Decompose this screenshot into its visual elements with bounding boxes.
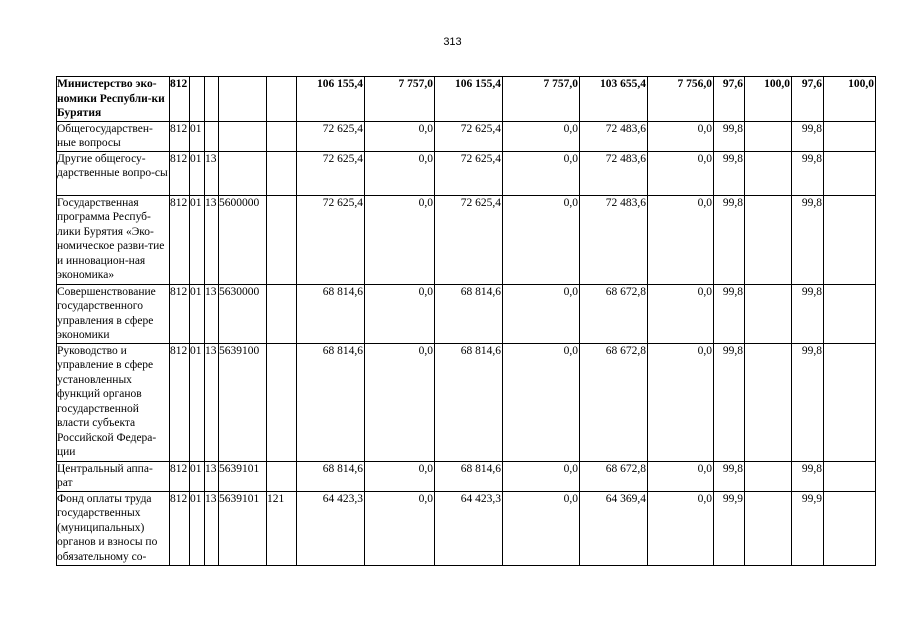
expense-type-code-cell <box>267 284 297 343</box>
budget-list-federal-cell: 0,0 <box>503 491 580 565</box>
approved-federal-cell: 0,0 <box>365 343 435 461</box>
budget-list-total-cell: 106 155,4 <box>435 77 503 122</box>
approved-total-cell: 106 155,4 <box>297 77 365 122</box>
executed-total-cell: 68 672,8 <box>580 343 648 461</box>
budget-list-total-cell: 68 814,6 <box>435 284 503 343</box>
budget-list-federal-cell: 0,0 <box>503 461 580 491</box>
executed-total-cell: 68 672,8 <box>580 284 648 343</box>
percent-approved-total-cell: 99,8 <box>714 284 745 343</box>
percent-approved-total-cell: 99,8 <box>714 195 745 284</box>
section-code-cell: 01 <box>190 195 205 284</box>
row-name-cell: Другие общегосу-дарственные вопро-сы <box>57 151 170 195</box>
percent-approved-federal-cell: 100,0 <box>745 77 792 122</box>
budget-list-federal-cell: 0,0 <box>503 121 580 151</box>
ved-code-cell: 812 <box>170 461 190 491</box>
approved-federal-cell: 0,0 <box>365 121 435 151</box>
expense-type-code-cell <box>267 195 297 284</box>
percent-approved-federal-cell <box>745 151 792 195</box>
table-row <box>57 77 876 122</box>
executed-total-cell: 72 483,6 <box>580 121 648 151</box>
table-row <box>57 151 876 195</box>
table-row <box>57 121 876 151</box>
executed-federal-cell: 0,0 <box>648 195 714 284</box>
expense-type-code-cell: 121 <box>267 491 297 565</box>
approved-federal-cell: 0,0 <box>365 491 435 565</box>
budget-list-total-cell: 72 625,4 <box>435 151 503 195</box>
section-code-cell <box>190 77 205 122</box>
table-row <box>57 491 876 565</box>
percent-list-federal-cell: 100,0 <box>824 77 876 122</box>
percent-list-total-cell: 99,8 <box>792 195 824 284</box>
percent-list-federal-cell <box>824 151 876 195</box>
executed-federal-cell: 7 756,0 <box>648 77 714 122</box>
approved-total-cell: 68 814,6 <box>297 284 365 343</box>
budget-list-total-cell: 68 814,6 <box>435 461 503 491</box>
section-code-cell: 01 <box>190 284 205 343</box>
executed-total-cell: 64 369,4 <box>580 491 648 565</box>
budget-execution-table <box>56 76 876 566</box>
section-code-cell: 01 <box>190 121 205 151</box>
target-article-code-cell: 5639101 <box>219 491 267 565</box>
percent-approved-federal-cell <box>745 121 792 151</box>
ved-code-cell: 812 <box>170 195 190 284</box>
subsection-code-cell: 13 <box>205 491 219 565</box>
percent-approved-federal-cell <box>745 343 792 461</box>
percent-list-federal-cell <box>824 343 876 461</box>
approved-federal-cell: 0,0 <box>365 461 435 491</box>
row-name-cell: Министерство эко-номики Республи-ки Бурятия <box>57 77 170 122</box>
percent-approved-total-cell: 99,8 <box>714 343 745 461</box>
approved-federal-cell: 0,0 <box>365 284 435 343</box>
budget-list-federal-cell: 0,0 <box>503 151 580 195</box>
approved-total-cell: 72 625,4 <box>297 151 365 195</box>
section-code-cell: 01 <box>190 343 205 461</box>
percent-approved-federal-cell <box>745 491 792 565</box>
page-number: 313 <box>443 36 462 48</box>
expense-type-code-cell <box>267 77 297 122</box>
approved-federal-cell: 0,0 <box>365 195 435 284</box>
executed-federal-cell: 0,0 <box>648 461 714 491</box>
executed-federal-cell: 0,0 <box>648 491 714 565</box>
table-row <box>57 461 876 491</box>
percent-approved-total-cell: 99,8 <box>714 121 745 151</box>
percent-list-total-cell: 99,8 <box>792 461 824 491</box>
budget-list-federal-cell: 0,0 <box>503 284 580 343</box>
approved-total-cell: 68 814,6 <box>297 343 365 461</box>
subsection-code-cell: 13 <box>205 151 219 195</box>
approved-total-cell: 72 625,4 <box>297 195 365 284</box>
approved-total-cell: 72 625,4 <box>297 121 365 151</box>
subsection-code-cell: 13 <box>205 195 219 284</box>
target-article-code-cell: 5630000 <box>219 284 267 343</box>
subsection-code-cell: 13 <box>205 343 219 461</box>
executed-total-cell: 72 483,6 <box>580 151 648 195</box>
percent-list-total-cell: 99,8 <box>792 151 824 195</box>
executed-total-cell: 68 672,8 <box>580 461 648 491</box>
ved-code-cell: 812 <box>170 343 190 461</box>
percent-list-federal-cell <box>824 284 876 343</box>
percent-approved-total-cell: 97,6 <box>714 77 745 122</box>
percent-approved-federal-cell <box>745 195 792 284</box>
percent-list-total-cell: 99,8 <box>792 343 824 461</box>
executed-federal-cell: 0,0 <box>648 121 714 151</box>
target-article-code-cell <box>219 77 267 122</box>
row-name-cell: Фонд оплаты труда государственных (муниципальных) органов и взносы по обязательному со- <box>57 491 170 565</box>
approved-total-cell: 68 814,6 <box>297 461 365 491</box>
approved-federal-cell: 7 757,0 <box>365 77 435 122</box>
budget-list-federal-cell: 7 757,0 <box>503 77 580 122</box>
expense-type-code-cell <box>267 343 297 461</box>
table-row <box>57 343 876 461</box>
expense-type-code-cell <box>267 151 297 195</box>
executed-total-cell: 72 483,6 <box>580 195 648 284</box>
percent-list-federal-cell <box>824 121 876 151</box>
percent-list-total-cell: 99,8 <box>792 121 824 151</box>
target-article-code-cell: 5639100 <box>219 343 267 461</box>
percent-approved-federal-cell <box>745 461 792 491</box>
section-code-cell: 01 <box>190 461 205 491</box>
approved-federal-cell: 0,0 <box>365 151 435 195</box>
percent-approved-total-cell: 99,8 <box>714 461 745 491</box>
row-name-cell: Общегосударствен-ные вопросы <box>57 121 170 151</box>
percent-approved-total-cell: 99,9 <box>714 491 745 565</box>
ved-code-cell: 812 <box>170 121 190 151</box>
section-code-cell: 01 <box>190 151 205 195</box>
row-name-cell: Руководство и управление в сфере установленных функций органов государственной власти субъекта Российской Федера-ции <box>57 343 170 461</box>
target-article-code-cell <box>219 151 267 195</box>
row-name-cell: Центральный аппа-рат <box>57 461 170 491</box>
executed-federal-cell: 0,0 <box>648 151 714 195</box>
executed-federal-cell: 0,0 <box>648 284 714 343</box>
executed-federal-cell: 0,0 <box>648 343 714 461</box>
expense-type-code-cell <box>267 121 297 151</box>
budget-list-total-cell: 68 814,6 <box>435 343 503 461</box>
executed-total-cell: 103 655,4 <box>580 77 648 122</box>
subsection-code-cell: 13 <box>205 284 219 343</box>
percent-list-total-cell: 97,6 <box>792 77 824 122</box>
subsection-code-cell <box>205 121 219 151</box>
target-article-code-cell: 5600000 <box>219 195 267 284</box>
row-name-cell: Государственная программа Респуб-лики Бурятия «Эко-номическое разви-тие и инновацион-ная экономика» <box>57 195 170 284</box>
table-body <box>57 77 876 566</box>
row-name-cell: Совершенствование государственного управления в сфере экономики <box>57 284 170 343</box>
target-article-code-cell <box>219 121 267 151</box>
budget-list-total-cell: 72 625,4 <box>435 121 503 151</box>
budget-list-total-cell: 72 625,4 <box>435 195 503 284</box>
target-article-code-cell: 5639101 <box>219 461 267 491</box>
budget-list-federal-cell: 0,0 <box>503 195 580 284</box>
percent-list-total-cell: 99,9 <box>792 491 824 565</box>
percent-approved-total-cell: 99,8 <box>714 151 745 195</box>
percent-list-total-cell: 99,8 <box>792 284 824 343</box>
approved-total-cell: 64 423,3 <box>297 491 365 565</box>
budget-list-federal-cell: 0,0 <box>503 343 580 461</box>
expense-type-code-cell <box>267 461 297 491</box>
ved-code-cell: 812 <box>170 151 190 195</box>
percent-list-federal-cell <box>824 461 876 491</box>
ved-code-cell: 812 <box>170 77 190 122</box>
percent-list-federal-cell <box>824 195 876 284</box>
table-row <box>57 195 876 284</box>
subsection-code-cell: 13 <box>205 461 219 491</box>
subsection-code-cell <box>205 77 219 122</box>
percent-approved-federal-cell <box>745 284 792 343</box>
table-row <box>57 284 876 343</box>
ved-code-cell: 812 <box>170 284 190 343</box>
percent-list-federal-cell <box>824 491 876 565</box>
budget-list-total-cell: 64 423,3 <box>435 491 503 565</box>
section-code-cell: 01 <box>190 491 205 565</box>
ved-code-cell: 812 <box>170 491 190 565</box>
